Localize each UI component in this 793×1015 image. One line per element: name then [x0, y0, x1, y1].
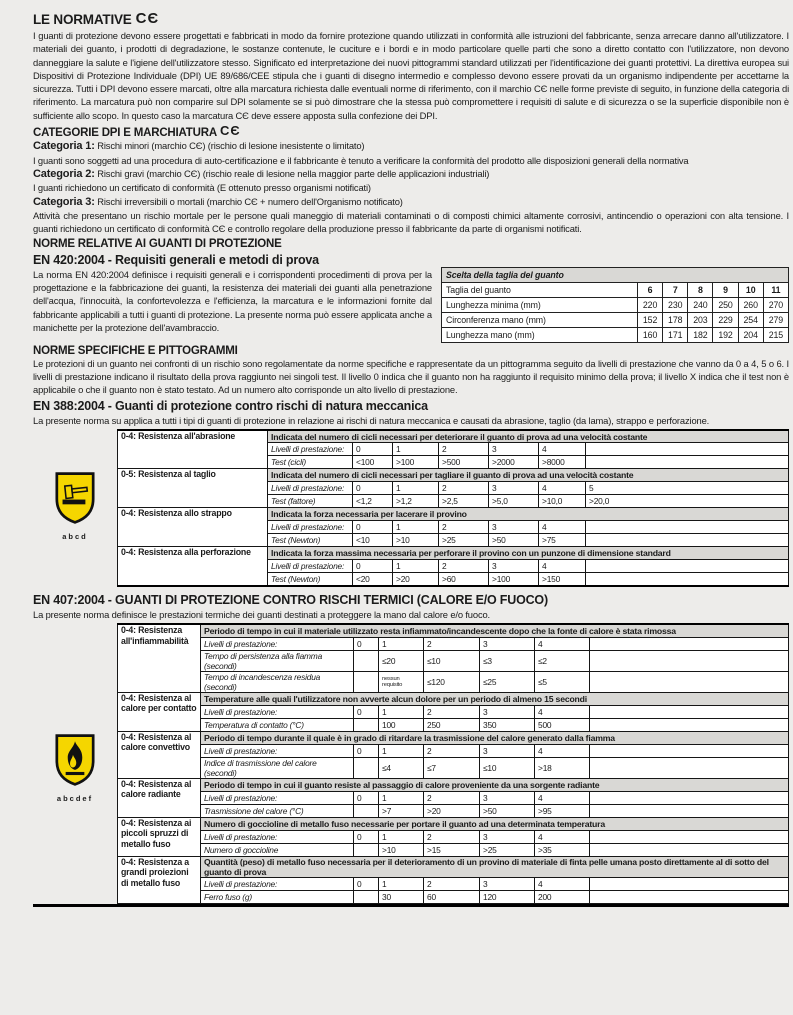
cell: 4: [539, 560, 586, 573]
categoria-1-text: Rischi minori (marchio CЄ) (rischio di lesione inesistente o limitato): [94, 140, 365, 152]
cell: 2: [424, 705, 480, 718]
cell: ≤10: [480, 757, 535, 778]
cell: [590, 718, 789, 731]
cell: 2: [424, 878, 480, 891]
row-label: Temperatura di contatto (°C): [201, 718, 354, 731]
cell: ≤10: [424, 650, 480, 671]
cell: 10: [738, 282, 763, 297]
cell: [590, 637, 789, 650]
cell: 3: [480, 744, 535, 757]
categoria-2-text: Rischi gravi (marchio CЄ) (rischio reale di lesione nella maggior parte delle applicazioni industriali): [94, 167, 490, 179]
cell: >8000: [539, 456, 586, 469]
cell: 6: [638, 282, 663, 297]
row-label: Test (cicli): [268, 456, 353, 469]
cell: [590, 757, 789, 778]
categoria-3-desc: Attività che presentano un rischio mortale per le persone quali maneggio di materiali contaminati o di composti chimici altamente corrosivi, antincendio o operazioni con alta tensione. I guanti richiedono un certificato di conformità CЄ e controllo regolare della produzione presso il fabbricante da parte di organismi notificati.: [33, 210, 789, 235]
ce-mark-icon: CЄ: [219, 123, 241, 139]
cell: 4: [535, 878, 590, 891]
table-row: [118, 508, 789, 521]
en407-title: EN 407:2004 - GUANTI DI PROTEZIONE CONTRO RISCHI TERMICI (CALORE E/O FUOCO): [33, 592, 548, 607]
table-row: [118, 671, 789, 692]
group-label: 0-4: Resistenza ai piccoli spruzzi di metallo fuso: [118, 817, 201, 856]
en388-pictogram-gutter: [33, 429, 117, 587]
group-desc: Quantità (peso) di metallo fuso necessaria per il deterioramento di un provino di materiale di finta pelle umana posto direttamente al di sotto del guanto di prova: [201, 856, 789, 877]
table-row: [118, 547, 789, 560]
cell: 229: [713, 312, 738, 327]
cell: 350: [480, 718, 535, 731]
table-row: [118, 469, 789, 482]
cell: 0: [353, 482, 393, 495]
cell: [590, 650, 789, 671]
cell: 3: [489, 443, 539, 456]
cell: 203: [688, 312, 713, 327]
group-label: 0-4: Resistenza al calore radiante: [118, 778, 201, 817]
row-label: Test (Newton): [268, 573, 353, 586]
row-label: Livelli di prestazione:: [201, 705, 354, 718]
cell: <20: [353, 573, 393, 586]
table-row: [118, 804, 789, 817]
table-row: [442, 327, 789, 342]
cell: >100: [489, 573, 539, 586]
group-desc: Periodo di tempo durante il quale è in grado di ritardare la trasmissione del calore generato dalla fiamma: [201, 731, 789, 744]
cell: [586, 456, 789, 469]
group-desc: Indicata del numero di cicli necessari per tagliare il guanto di prova ad una velocità costante: [268, 469, 789, 482]
categoria-1-label: Categoria 1:: [33, 140, 95, 153]
cell: 3: [480, 830, 535, 843]
cell: >2,5: [439, 495, 489, 508]
cell: [586, 521, 789, 534]
section-title-categorie: CATEGORIE DPI E MARCHIATURA: [33, 127, 217, 140]
categoria-3-line: [33, 195, 789, 210]
cell: ≤4: [379, 757, 424, 778]
cell: 11: [763, 282, 788, 297]
en420-text-column: [33, 251, 432, 343]
cell: [590, 791, 789, 804]
en388-title: EN 388:2004 - Guanti di protezione contro rischi di natura meccanica: [33, 398, 428, 413]
cell: <100: [353, 456, 393, 469]
cell: >35: [535, 843, 590, 856]
cell: 1: [393, 482, 439, 495]
flame-shield-icon: [54, 733, 96, 787]
table-row: [118, 778, 789, 791]
group-label: 0-4: Resistenza allo strappo: [118, 508, 268, 547]
table-row: [118, 817, 789, 830]
cell: [590, 830, 789, 843]
normative-header: [33, 12, 789, 27]
en420-section: [33, 251, 789, 343]
cell: 0: [354, 744, 379, 757]
categoria-1-line: [33, 139, 789, 154]
cell: >25: [439, 534, 489, 547]
cell: 1: [393, 443, 439, 456]
pittogrammi-paragraph: Le protezioni di un guanto nei confronti di un rischio sono regolamentate da norme specifiche e rappresentate da un pittogramma seguito da livelli di prestazione che vanno da 0 a 4, 5 o 6. I livelli di prestazione indicano il risultato della prova raggiunto nei singoli test. Il livello 0 indica che il guanto non ha raggiunto il requisito minimo della prova; il livello X indica che il test non è applicabile o che il guanto non è stato testato. Ad un numero alto corrisponde un alto livello di prestazione.: [33, 357, 789, 396]
cell: 3: [489, 521, 539, 534]
table-row: [118, 791, 789, 804]
row-label: Tempo di incandescenza residua (secondi): [201, 671, 354, 692]
cell: [354, 718, 379, 731]
table-row: [118, 878, 789, 891]
en388-section: [33, 429, 789, 587]
row-label: Lunghezza mano (mm): [442, 327, 638, 342]
cell: 2: [439, 482, 489, 495]
en388-pictogram: [54, 471, 96, 541]
row-label: Taglia del guanto: [442, 282, 638, 297]
cell: 152: [638, 312, 663, 327]
table-row: [118, 744, 789, 757]
cell: [590, 744, 789, 757]
table-row: [442, 267, 789, 282]
cell: 0: [354, 830, 379, 843]
table-row: [118, 650, 789, 671]
cell: 9: [713, 282, 738, 297]
table-row: [118, 430, 789, 443]
cell: nessun requisito: [379, 671, 424, 692]
row-label: Livelli di prestazione:: [268, 443, 353, 456]
table-row: [118, 757, 789, 778]
cell: 4: [535, 791, 590, 804]
cell: 1: [379, 830, 424, 843]
cell: 3: [480, 791, 535, 804]
table-row: [442, 282, 789, 297]
cell: 3: [480, 637, 535, 650]
cell: >10,0: [539, 495, 586, 508]
categoria-2-desc: I guanti richiedono un certificato di conformità (E ottenuto presso organismi notificati): [33, 182, 371, 194]
en407-pictogram: [54, 733, 96, 803]
cell: 240: [688, 297, 713, 312]
cell: 4: [535, 705, 590, 718]
table-row: [118, 843, 789, 856]
en407-section: [33, 623, 789, 907]
table-row: [118, 705, 789, 718]
cell: 2: [424, 637, 480, 650]
cell: ≤5: [535, 671, 590, 692]
cell: 178: [663, 312, 688, 327]
row-label: Test (Newton): [268, 534, 353, 547]
group-desc: Temperature alle quali l'utilizzatore non avverte alcun dolore per un periodo di almeno 15 secondi: [201, 692, 789, 705]
cell: [586, 534, 789, 547]
cell: >50: [480, 804, 535, 817]
cell: [590, 671, 789, 692]
cell: ≤25: [480, 671, 535, 692]
cell: >5,0: [489, 495, 539, 508]
cell: 182: [688, 327, 713, 342]
cell: 1: [379, 705, 424, 718]
en388-paragraph: La presente norma su applica a tutti i tipi di guanti di protezione in relazione ai rischi di natura meccanica e causati da abrasione, taglio (da lama), strappo e perforazione.: [33, 414, 710, 426]
cell: 204: [738, 327, 763, 342]
group-label: 0-4: Resistenza al calore per contatto: [118, 692, 201, 731]
cell: 3: [489, 482, 539, 495]
row-label: Ferro fuso (g): [201, 891, 354, 904]
group-label: 0-4: Resistenza all'abrasione: [118, 430, 268, 469]
group-label: 0-4: Resistenza al calore convettivo: [118, 731, 201, 778]
cell: 1: [393, 521, 439, 534]
cell: >500: [439, 456, 489, 469]
table-row: [118, 624, 789, 637]
cell: 215: [763, 327, 788, 342]
group-desc: Periodo di tempo in cui il guanto resiste al passaggio di calore proveniente da una sorgente radiante: [201, 778, 789, 791]
cell: 0: [354, 637, 379, 650]
intro-paragraph: I guanti di protezione devono essere progettati e fabbricati in modo da fornire protezione quando utilizzati in conformità alle istruzioni del fabbricante, senza arrecare danno all'utilizzatore. I materiali dei guanto, i prodotti di degradazione, le sostanze contenute, le cuciture e i bordi e in modo particolare quelle parti che sono a diretto contatto con l'utilizzatore, non devono danneggiare la salute e l'igiene dell'utilizzatore stesso. Significato ed interpretazione dei nuovi pittogrammi standard utilizzati per l'identificazione dei guanti protettivi. La direttiva europea sui Dispositivi di Protezione Individuale (DPI) UE 89/686/CEE stipula che i guanti di disegno intermedio e complesso devono essere provati da un organismo indipendente per accettarne la sicurezza. Tutti i DPI devono essere marcati, oltre alla marcatura richiesta dalle eventuali norme di riferimento, con il marchio CЄ nelle forme previste di seguito, in funzione della categoria di riferimento. La marcatura può non comparire sul DPI solamente se si può dimostrare che la stessa può compromettere i requisiti di salute e di sicurezza o se la superficie disponibile non è sufficiente allo scopo. In questo caso la marcatura CЄ deve essere apposta sulla confezione dei DPI.: [33, 30, 789, 121]
hammer-shield-icon: [54, 471, 96, 525]
categoria-2-line: [33, 167, 789, 182]
cell: 5: [586, 482, 789, 495]
cell: 160: [638, 327, 663, 342]
table-row: [118, 637, 789, 650]
cell: 500: [535, 718, 590, 731]
row-label: Livelli di prestazione:: [201, 637, 354, 650]
cell: 1: [379, 637, 424, 650]
cell: [354, 891, 379, 904]
cell: [354, 650, 379, 671]
row-label: Livelli di prestazione:: [268, 521, 353, 534]
cell: <10: [353, 534, 393, 547]
en407-pictogram-label: abcdef: [56, 794, 94, 804]
table-row: [442, 297, 789, 312]
page-title: LE NORMATIVE: [33, 12, 132, 27]
en420-title: EN 420:2004 - Requisiti generali e metodi di prova: [33, 252, 319, 267]
en420-paragraph: La norma EN 420:2004 definisce i requisiti generali e i corrispondenti procedimenti di prova per la progettazione e la fabbricazione dei guanti, la resistenza dei materiali dei guanti alla penetrazione dell'acqua, l'innocuità, la confortevolezza e l'efficienza, la marcatura e le informazioni fornite dal fabbricante applicabili a tutti i guanti di protezione. La presente norma può essere applicata anche a manichette per la protezione dell'avambraccio.: [33, 268, 432, 333]
cell: >60: [439, 573, 489, 586]
cell: 7: [663, 282, 688, 297]
row-label: Livelli di prestazione:: [201, 830, 354, 843]
cell: 4: [539, 482, 586, 495]
cell: >150: [539, 573, 586, 586]
cell: >20,0: [586, 495, 789, 508]
cell: 250: [424, 718, 480, 731]
group-label: 0-4: Resistenza alla perforazione: [118, 547, 268, 586]
categorie-header: [33, 125, 789, 139]
cell: 260: [738, 297, 763, 312]
cell: 4: [539, 443, 586, 456]
table-row: [118, 830, 789, 843]
section-title-pittogrammi: NORME SPECIFICHE E PITTOGRAMMI: [33, 344, 238, 357]
row-label: Tempo di persistenza alla fiamma (secondi): [201, 650, 354, 671]
cell: 0: [354, 705, 379, 718]
group-desc: Numero di goccioline di metallo fuso necessarie per portare il guanto ad una determinata temperatura: [201, 817, 789, 830]
cell: 30: [379, 891, 424, 904]
cell: 1: [393, 560, 439, 573]
row-label: Indice di trasmissione del calore (secondi): [201, 757, 354, 778]
cell: [586, 560, 789, 573]
cell: 4: [539, 521, 586, 534]
group-desc: Periodo di tempo in cui il materiale utilizzato resta infiammato/incandescente dopo che la fonte di calore è stata rimossa: [201, 624, 789, 637]
cell: 2: [424, 791, 480, 804]
ce-mark-icon: CЄ: [135, 10, 160, 27]
cell: 8: [688, 282, 713, 297]
cell: 2: [439, 443, 489, 456]
section-title-norme: NORME RELATIVE AI GUANTI DI PROTEZIONE: [33, 237, 282, 250]
cell: [354, 757, 379, 778]
cell: [354, 804, 379, 817]
cell: 254: [738, 312, 763, 327]
group-desc: Indicata la forza massima necessaria per perforare il provino con un punzone di dimensione standard: [268, 547, 789, 560]
cell: [586, 573, 789, 586]
categoria-3-label: Categoria 3:: [33, 195, 95, 208]
cell: >10: [379, 843, 424, 856]
table-caption: Scelta della taglia del guanto: [442, 267, 789, 282]
en388-table: [117, 429, 789, 587]
cell: 220: [638, 297, 663, 312]
group-label: 0-4: Resistenza a grandi proiezioni di metallo fuso: [118, 856, 201, 903]
cell: <1,2: [353, 495, 393, 508]
cell: [590, 804, 789, 817]
cell: 200: [535, 891, 590, 904]
cell: >100: [393, 456, 439, 469]
glove-size-table: [441, 267, 789, 343]
cell: >20: [393, 573, 439, 586]
cell: >15: [424, 843, 480, 856]
row-label: Livelli di prestazione:: [268, 482, 353, 495]
cell: [354, 671, 379, 692]
categoria-3-text: Rischi irreversibili o mortali (marchio CЄ + numero dell'Organismo notificato): [94, 195, 403, 207]
cell: [590, 705, 789, 718]
group-desc: Indicata la forza necessaria per lacerare il provino: [268, 508, 789, 521]
table-row: [118, 718, 789, 731]
cell: 4: [535, 744, 590, 757]
cell: >20: [424, 804, 480, 817]
table-row: [118, 891, 789, 904]
cell: 250: [713, 297, 738, 312]
cell: 0: [353, 443, 393, 456]
row-label: Test (fattore): [268, 495, 353, 508]
cell: 2: [424, 830, 480, 843]
categoria-2-label: Categoria 2:: [33, 167, 95, 180]
cell: 4: [535, 637, 590, 650]
row-label: Livelli di prestazione:: [268, 560, 353, 573]
cell: 60: [424, 891, 480, 904]
cell: >95: [535, 804, 590, 817]
cell: 0: [354, 791, 379, 804]
cell: 0: [354, 878, 379, 891]
cell: 3: [480, 878, 535, 891]
cell: 1: [379, 791, 424, 804]
cell: 1: [379, 878, 424, 891]
cell: 0: [353, 560, 393, 573]
categoria-1-desc: I guanti sono soggetti ad una procedura di auto-certificazione e il fabbricante è tenuto a verificare la conformità del prodotto alle disposizioni generali della normativa: [33, 154, 689, 166]
cell: [590, 891, 789, 904]
cell: [590, 878, 789, 891]
cell: 4: [535, 830, 590, 843]
cell: 192: [713, 327, 738, 342]
cell: 100: [379, 718, 424, 731]
cell: 0: [353, 521, 393, 534]
en407-table: [117, 623, 789, 904]
cell: 2: [439, 521, 489, 534]
cell: 2: [439, 560, 489, 573]
cell: 171: [663, 327, 688, 342]
en407-paragraph: La presente norma definisce le prestazioni termiche dei guanti destinati a proteggere la mano dal calore e/o fuoco.: [33, 608, 490, 620]
table-row: [118, 731, 789, 744]
cell: [354, 843, 379, 856]
cell: >1,2: [393, 495, 439, 508]
cell: 3: [489, 560, 539, 573]
row-label: Trasmissione del calore (°C): [201, 804, 354, 817]
group-desc: Indicata del numero di cicli necessari per deteriorare il guanto di prova ad una velocità costante: [268, 430, 789, 443]
en388-pictogram-label: abcd: [62, 531, 88, 541]
cell: 230: [663, 297, 688, 312]
row-label: Livelli di prestazione:: [201, 744, 354, 757]
cell: >75: [539, 534, 586, 547]
en407-pictogram-gutter: [33, 623, 117, 904]
table-row: [442, 312, 789, 327]
cell: ≤3: [480, 650, 535, 671]
cell: ≤120: [424, 671, 480, 692]
row-label: Livelli di prestazione:: [201, 878, 354, 891]
cell: 1: [379, 744, 424, 757]
group-label: 0-5: Resistenza al taglio: [118, 469, 268, 508]
cell: ≤7: [424, 757, 480, 778]
cell: >50: [489, 534, 539, 547]
cell: [586, 443, 789, 456]
cell: 120: [480, 891, 535, 904]
cell: ≤2: [535, 650, 590, 671]
cell: 3: [480, 705, 535, 718]
row-label: Numero di goccioline: [201, 843, 354, 856]
row-label: Livelli di prestazione:: [201, 791, 354, 804]
cell: ≤20: [379, 650, 424, 671]
group-label: 0-4: Resistenza all'infiammabilità: [118, 624, 201, 692]
cell: 2: [424, 744, 480, 757]
cell: >10: [393, 534, 439, 547]
cell: 270: [763, 297, 788, 312]
cell: 279: [763, 312, 788, 327]
cell: >18: [535, 757, 590, 778]
table-row: [118, 692, 789, 705]
cell: >7: [379, 804, 424, 817]
table-row: [118, 856, 789, 877]
cell: [590, 843, 789, 856]
cell: >25: [480, 843, 535, 856]
cell: >2000: [489, 456, 539, 469]
row-label: Lunghezza minima (mm): [442, 297, 638, 312]
row-label: Circonferenza mano (mm): [442, 312, 638, 327]
